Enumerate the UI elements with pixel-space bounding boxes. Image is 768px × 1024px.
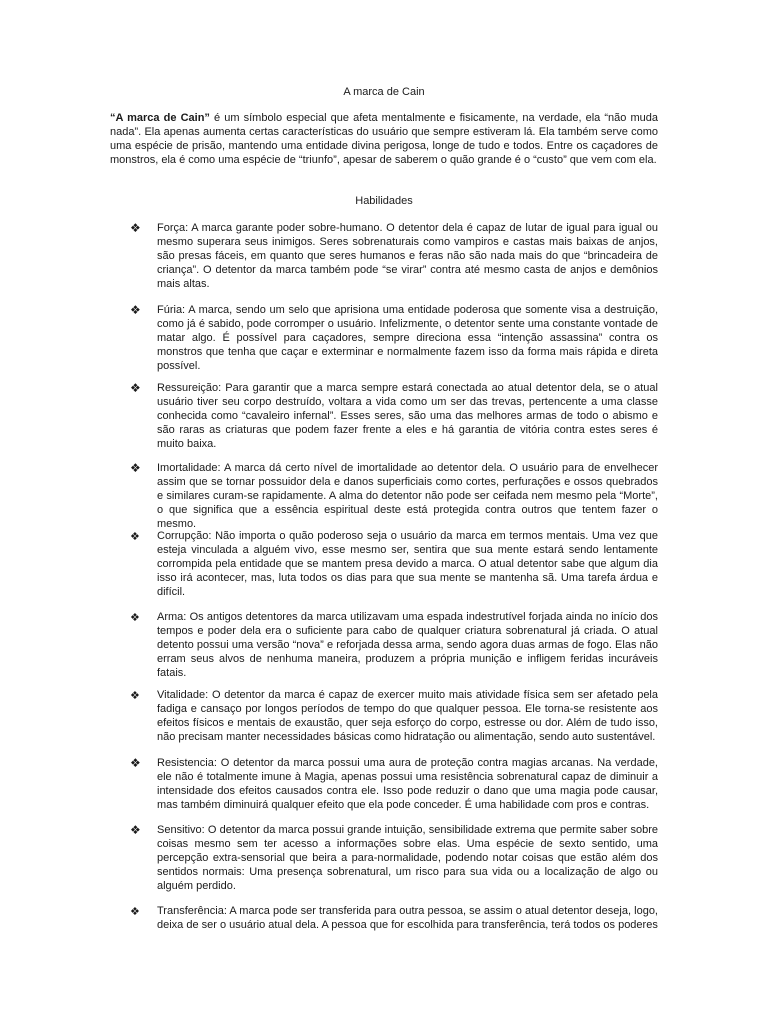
open-diamond-bullet-icon: ❖ [130,611,140,624]
bullet-term: Fúria: [157,304,186,316]
bullet-text: O detentor da marca possui uma aura de proteção contra magias arcanas. Na verdade, ele não é totalmente imune à Magia, apenas possui uma resistência sobrenatural capaz de diminuir a intensidade dos efeitos causados contra ele. Isso pode reduzir o dano que uma magia pode causar, mas também diminuirá qualquer efeito que ela pode conceder. É uma habilidade com pros e contras. [157,757,658,811]
diamond-bullet-icon: ❖ [130,303,141,317]
bullet-text: Os antigos detentores da marca utilizavam uma espada indestrutível forjada ainda no início dos tempos e poder dela era o suficiente para cabo de qualquer criatura sobrenatural já criada. O atual detento possui uma versão “nova” e reforjada dessa arma, sendo agora duas armas de fogo. Elas não erram seus alvos de nenhuma maneira, produzem a própria munição e infligem feridas incuráveis fatais. [157,611,658,679]
intro-lead: “A marca de Cain” [110,112,210,124]
bullet-text: Não importa o quão poderoso seja o usuário da marca em termos mentais. Uma vez que esteja vinculada a alguém vivo, esse mesmo ser, sentira que sua mente estará sendo lentamente corrompida pela entidade que se mantem presa devido a marca. O atual detentor sabe que algum dia isso irá acontecer, mas, luta todos os dias para que sua mente se mantenha sã. Uma tarefa árdua e difícil. [157,530,658,598]
bullet-term: Transferência: [157,905,227,917]
bullet-item-vitalidade [130,689,658,745]
bullet-item-resistencia [130,757,658,813]
bullet-item-corrupcao [130,530,658,600]
bullet-item-arma [130,611,658,681]
bullet-term: Imortalidade: [157,462,221,474]
document-title: A marca de Cain [343,86,425,98]
bullet-text: A marca, sendo um selo que aprisiona uma entidade poderosa que somente visa a destruição, como já é sabido, pode corromper o usuário. Infelizmente, o detentor sente uma constante vontade de matar algo. É possível para caçadores, sempre direciona essa “intenção assassina” contra os monstros que tenha que caçar e exterminar e normalmente fazem isso da forma mais rápida e direta possível. [157,304,658,372]
open-diamond-bullet-icon: ❖ [130,530,140,543]
diamond-bullet-icon: ❖ [130,381,141,395]
bullet-term: Arma: [157,611,187,623]
bullet-text: A marca garante poder sobre-humano. O detentor dela é capaz de lutar de igual para igual ou mesmo superara seus inimigos. Seres sobrenaturais como vampiros e castas mais baixas de anjos, são presas fáceis, em quanto que seres humanos e feras não são nada mais do que “brincadeira de criança”. O detentor da marca também pode “se virar” contra até mesmo casta de anjos e demônios mais altas. [157,222,658,290]
bullet-item-sensitivo [130,824,658,894]
bullet-item-imortalidade [130,462,658,532]
bullet-term: Resistencia: [157,757,217,769]
bullet-term: Corrupção: [157,530,212,542]
bullet-text: O detentor da marca possui grande intuição, sensibilidade extrema que permite saber sobre coisas mesmo sem ter acesso a informações sobre elas. Uma espécie de sexto sentido, uma percepção extra-sensorial que beira a para-normalidade, podendo notar coisas que estão além dos sentidos normais: Uma presença sobrenatural, um risco para sua vida ou a localização de algo ou alguém perdido. [157,824,658,892]
bullet-item-furia [130,304,658,374]
bullet-text: O detentor da marca é capaz de exercer muito mais atividade física sem ser afetado pela fadiga e cansaço por longos períodos de tempo do que qualquer pessoa. Ele torna-se resistente aos efeitos físicos e mentais de exaustão, quer seja esforço do corpo, estresse ou dor. Além de tudo isso, não precisam manter necessidades básicas como hidratação ou alimentação, sendo auto sustentável. [157,689,658,743]
intro-paragraph [110,112,658,168]
bullet-text: A marca pode ser transferida para outra pessoa, se assim o atual detentor deseja, logo, deixa de ser o usuário atual dela. A pessoa que for escolhida para transferência, terá todos os poderes [157,905,658,931]
bullet-item-forca [130,222,658,292]
diamond-bullet-icon: ❖ [130,756,141,770]
open-diamond-bullet-icon: ❖ [130,905,140,918]
open-diamond-bullet-icon: ❖ [130,689,140,702]
bullet-term: Sensitivo: [157,824,205,836]
bullet-item-ressureicao [130,382,658,452]
bullet-text: Para garantir que a marca sempre estará conectada ao atual detentor dela, se o atual usuário tiver seu corpo destruído, voltara a vida como um ser das trevas, pertencente a uma classe conhecida como “cavaleiro infernal”. Esses seres, são uma das melhores armas de todo o abismo e são raras as criaturas que podem fazer frente a eles e há garantia de vitória contra estes seres é muito baixa. [157,382,658,450]
section-title: Habilidades [355,195,413,207]
bullet-item-transferencia [130,905,658,933]
bullet-term: Força: [157,222,189,234]
diamond-bullet-icon: ❖ [130,221,141,235]
bullet-term: Vitalidade: [157,689,209,701]
intro-text: é um símbolo especial que afeta mentalmente e fisicamente, na verdade, ela “não muda nada”. Ela apenas aumenta certas características do usuário que sempre estiveram lá. Ela também serve como uma espécie de prisão, mantendo uma entidade divina perigosa, longe de tudo e todos. Entre os caçadores de monstros, ela é como uma espécie de “triunfo”, apesar de saberem o quão grande é o “custo” que vem com ela. [110,112,659,166]
diamond-bullet-icon: ❖ [130,461,141,475]
bullet-term: Ressureição: [157,382,222,394]
diamond-bullet-icon: ❖ [130,823,141,837]
bullet-text: A marca dá certo nível de imortalidade ao detentor dela. O usuário para de envelhecer assim que se tornar possuidor dela e danos superficiais como cortes, perfurações e ossos quebrados e similares curam-se rapidamente. A alma do detentor não pode ser ceifada nem mesmo pela “Morte”, o que significa que a essência espiritual deste está protegida contra outros que tentem fazer o mesmo. [157,462,658,530]
